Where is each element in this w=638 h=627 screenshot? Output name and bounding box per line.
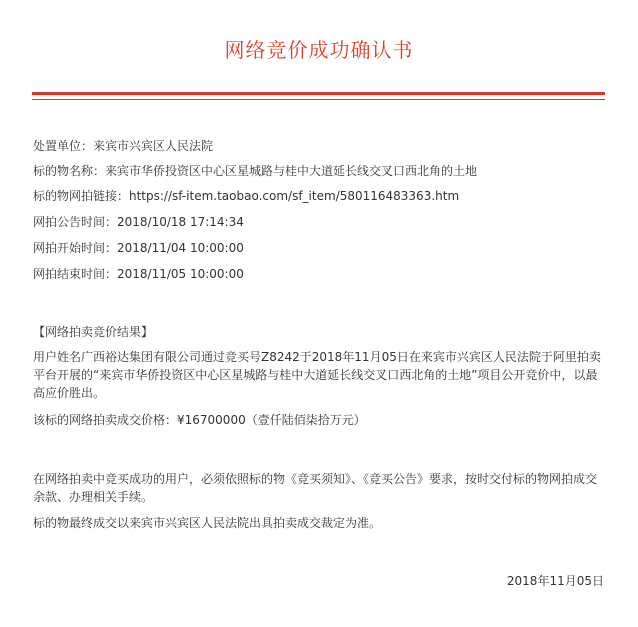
end-time-line: 网拍结束时间：2018/11/05 10:00:00 <box>33 267 244 281</box>
title-divider-thin <box>32 99 605 100</box>
document-title: 网络竞价成功确认书 <box>224 38 414 62</box>
price-line: 该标的网络拍卖成交价格：¥16700000（壹仟陆佰柒拾万元） <box>33 413 366 427</box>
signature-date: 2018年11月05日 <box>506 574 604 588</box>
item-link-line: 标的物网拍链接：https://sf-item.taobao.com/sf_item/580116483363.htm <box>33 189 460 203</box>
result-paragraph: 用户姓名广西裕达集团有限公司通过竞买号Z8242于2018年11月05日在来宾市兴宾区人民法院于阿里拍卖平台开展的“来宾市华侨投资区中心区星城路与桂中大道延长线交叉口西北角的土地”项目公开竞价中，以最高应价胜出。 <box>33 350 601 400</box>
announce-time-line: 网拍公告时间：2018/10/18 17:14:34 <box>33 215 244 229</box>
start-time-line: 网拍开始时间：2018/11/04 10:00:00 <box>33 241 244 255</box>
result-heading: 【网络拍卖竞价结果】 <box>33 325 154 339</box>
final-notice-line: 标的物最终成交以来宾市兴宾区人民法院出具拍卖成交裁定为准。 <box>33 516 382 530</box>
item-name-line: 标的物名称：来宾市华侨投资区中心区星城路与桂中大道延长线交叉口西北角的土地 <box>33 164 478 178</box>
title-divider-thick <box>32 92 605 95</box>
notice-paragraph: 在网络拍卖中竞买成功的用户，必须依照标的物《竞买须知》、《竞买公告》要求，按时交付标的物网拍成交余款、办理相关手续。 <box>33 472 598 504</box>
court-line: 处置单位：来宾市兴宾区人民法院 <box>33 139 214 153</box>
